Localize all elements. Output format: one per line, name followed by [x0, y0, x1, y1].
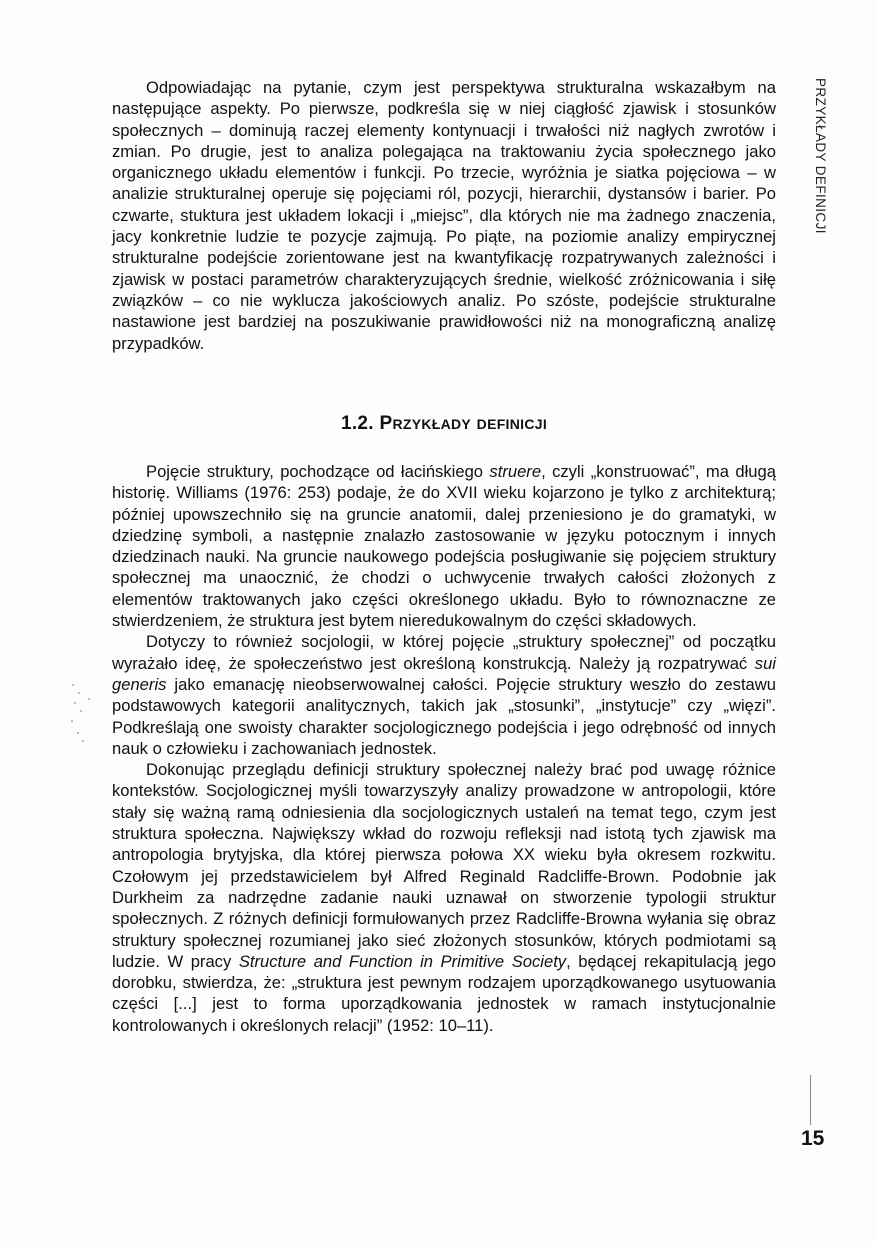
paragraph-sociology: [112, 631, 776, 759]
text-run: jako emanację nieobserwowalnej całości. Pojęcie struktury weszło do zestawu podstawowych kategorii analitycznych, takich jak „stosunki”, „instytucje” czy „więzi”. Podkreślają one swoisty charakter socjologicznego podejścia i jego odrębność od innych nauk o człowieku i zachowaniach jednostek.: [112, 674, 776, 758]
margin-scan-line: [810, 1075, 811, 1125]
margin-scan-specks: [68, 680, 98, 750]
section-title-word2: DEFINICJI: [476, 416, 548, 432]
italic-book-title: Structure and Function in Primitive Society: [238, 951, 567, 971]
section-title-word1: RZYKŁADY: [392, 416, 472, 432]
page-number: 15: [801, 1127, 825, 1150]
section-heading: [112, 413, 776, 435]
paragraph-structure-origin: [112, 461, 776, 631]
paragraph-definitions: [112, 759, 776, 1036]
running-head: [806, 78, 834, 278]
text-run: Pojęcie struktury, pochodzące od łacińskiego: [146, 462, 490, 481]
intro-paragraph: Odpowiadając na pytanie, czym jest perspektywa strukturalna wskazałbym na następujące aspekty. Po pierwsze, podkreśla się w niej ciągłość zjawisk i stosunków społecznych – dominują raczej elementy kontynuacji i trwałości niż nagłych zwrotów i zmian. Po drugie, jest to analiza polegająca na traktowaniu życia społecznego jako organicznego układu elementów i funkcji. Po trzecie, wyróżnia je siatka pojęciowa – w analizie strukturalnej operuje się pojęciami ról, pozycji, hierarchii, dystansów i barier. Po czwarte, stuktura jest układem lokacji i „miejsc”, dla których nie ma żadnego znaczenia, jacy konkretnie ludzie te pozycje zajmują. Po piąte, na poziomie analizy empirycznej strukturalne podejście zorientowane jest na kwantyfikację rozpatrywanych zależności i zjawisk w postaci parametrów charakteryzujących średnie, wielkość zróżnicowania i siłę związków – co nie wyklucza jakościowych analiz. Po szóste, podejście strukturalne nastawione jest bardziej na poszukiwanie prawidłowości niż na monograficzną analizę przypadków.: [112, 78, 776, 353]
italic-term: struere: [489, 462, 542, 481]
text-run: Dotyczy to również socjologii, w której pojęcie „struktury społecznej” od początku wyrażało ideę, że społeczeństwo jest określoną konstrukcją. Należy ją rozpatrywać: [112, 632, 776, 673]
text-run: Dokonując przeglądu definicji struktury społecznej należy brać pod uwagę różnice kontekstów. Socjologicznej myśli towarzyszyły analizy prowadzone w antropologii, które stały się ważną ramą odniesienia dla socjologicznych ustaleń na temat tego, czym jest struktura społeczna. Największy wkład do rozwoju refleksji nad istotą tych zjawisk ma antropologia brytyjska, dla której pierwsza połowa XX wieku była okresem rozkwitu. Czołowym jej przedstawicielem był Alfred Reginald Radcliffe-Brown. Podobnie jak Durkheim za nadrzędne zadanie nauki uznawał on stworzenie typologii struktur społecznych. Z różnych definicji formułowanych przez Radcliffe-Browna wyłania się obraz struktury społecznej rozumianej jako sieć złożonych stosunków, których podmiotami są ludzie. W pracy: [112, 760, 776, 971]
text-run: , będącej rekapitulacją jego dorobku, stwierdza, że: „struktura jest pewnym rodzajem uporządkowanego usytuowania części [...] jest to forma uporządkowania jednostek w ramach instytucjonalnie kontrolowanych i określonych relacji” (1952: 10–11).: [112, 951, 776, 1035]
section-number: 1.2.: [340, 413, 374, 434]
italic-term: sui generis: [112, 653, 776, 694]
body-text: [112, 461, 776, 1036]
intro-paragraph-block: [112, 77, 776, 354]
text-run: , czyli „konstruować”, ma długą historię. Williams (1976: 253) podaje, że do XVII wieku kojarzono je tylko z architekturą; później upowszechniło się na gruncie anatomii, dalej przeniesiono je do gramatyki, w dziedzinę symboli, a następnie znalazło zastosowanie w języku potocznym i innych dziedzinach nauki. Na gruncie naukowego podejścia posługiwanie się pojęciem struktury społecznej ma unaocznić, że chodzi o uchwycenie trwałych całości złożonych z elementów traktowanych jako części określonego układu. Było to równoznaczne ze stwierdzeniem, że struktura jest bytem nieredukowalnym do części składowych.: [112, 462, 776, 631]
section-title-initial: P: [379, 413, 393, 434]
running-head-text: PRZYKŁADY DEFINICJI: [813, 78, 828, 234]
